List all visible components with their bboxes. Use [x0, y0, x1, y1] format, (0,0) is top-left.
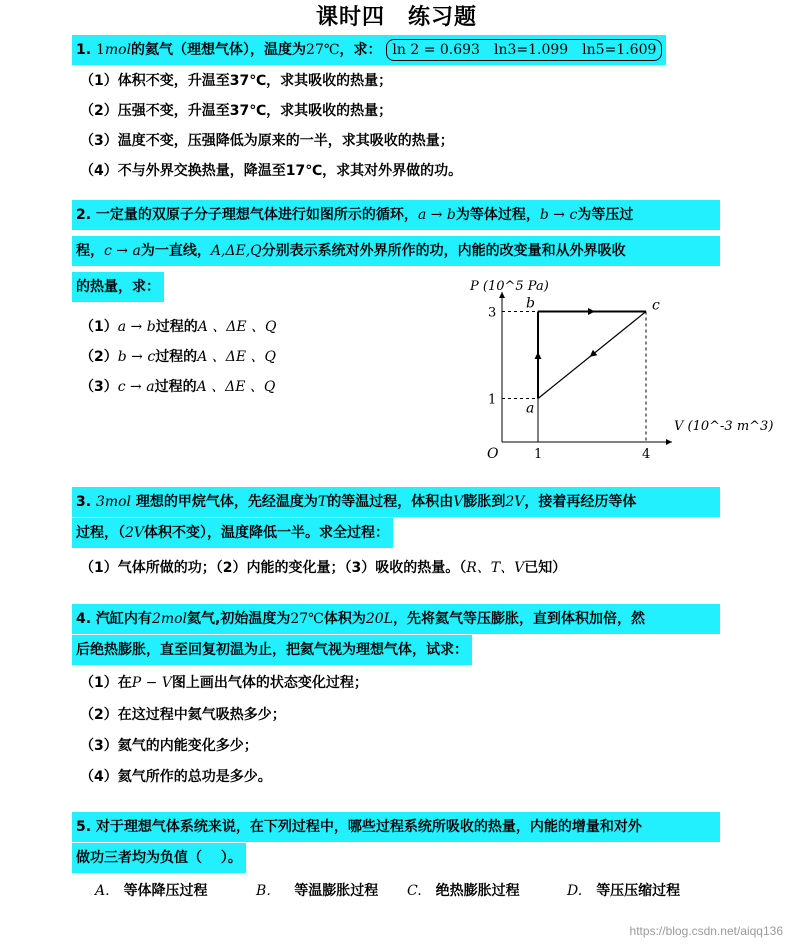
q3-line1-b: 理想的甲烷气体，先经温度为 — [135, 494, 318, 510]
q2-sub-3-vals: A 、ΔE 、Q — [196, 379, 276, 395]
q3-sub-end: 已知） — [524, 560, 567, 576]
q3-sub-text: （1）气体所做的功；（2）内能的变化量；（3）吸收的热量。（ — [80, 560, 467, 576]
q5-option-a-text: 等体降压过程 — [123, 883, 208, 899]
q1-sub-1-label: （1） — [80, 73, 118, 89]
q4-line-1 — [72, 604, 720, 634]
q5-line-2: 做功三者均为负值（ ）。 — [72, 843, 246, 873]
q3-line2-v: 2V — [125, 525, 145, 541]
q1-unit: mol — [104, 42, 132, 58]
q3-line2-a: 过程，（ — [76, 525, 125, 541]
q2-line2-c: 分别表示系统对外界所作的功，内能的改变量和从外界吸收 — [261, 243, 626, 259]
q5-option-d-text: 等压压缩过程 — [596, 883, 681, 899]
q4-sub1-pv: P − V — [131, 675, 172, 691]
q5-line-1: 5. 对于理想气体系统来说，在下列过程中，哪些过程系统所吸收的热量，内能的增量和对外 — [72, 812, 720, 842]
x-tick-1: 1 — [534, 447, 543, 462]
q3-sub — [80, 557, 566, 577]
q5-option-c-letter: C. — [407, 883, 422, 899]
q2-ab: a → b — [417, 207, 456, 223]
q5-option-a — [95, 880, 208, 900]
q4-sub-1 — [80, 672, 368, 692]
q4-qty: 2mol — [151, 611, 188, 627]
q4-vol: 20L — [365, 611, 393, 627]
q2-line2-a: 程， — [76, 243, 104, 259]
arrow-a-b — [535, 352, 542, 359]
y-tick-1: 1 — [488, 392, 497, 408]
q4-sub1-a: （1）在 — [80, 675, 132, 691]
q5-option-c — [407, 880, 520, 900]
q3-sub-vars: R、T、V — [466, 560, 525, 576]
q5-option-d-letter: D. — [567, 883, 583, 899]
q3-V: V — [453, 494, 464, 510]
q4-temp: 27℃ — [290, 611, 324, 627]
q1-temp: 27℃ — [306, 42, 340, 58]
q2-sub-1-mid: 过程的 — [155, 319, 198, 335]
q3-line1-c: 的等温过程，体积由 — [327, 494, 454, 510]
q2-ca: c → a — [104, 243, 141, 259]
q2-line1-a: 2. 一定量的双原子分子理想气体进行如图所示的循环， — [76, 207, 418, 223]
q2-line2-b: 为一直线， — [140, 243, 211, 259]
q2-sub-2-label: （2） — [80, 349, 118, 365]
q2-line-3: 的热量，求： — [72, 272, 164, 302]
q1-sub-2-text: 压强不变，升温至37℃，求其吸收的热量； — [117, 103, 393, 119]
q2-sub-3-label: （3） — [80, 379, 118, 395]
q3-V2: 2V — [505, 494, 525, 510]
q3-T: T — [317, 494, 328, 510]
q2-sub-2-mid: 过程的 — [155, 349, 198, 365]
q4-sub-2: （2）在这过程中氦气吸热多少； — [80, 707, 286, 723]
q4-sub-3: （3）氦气的内能变化多少； — [80, 738, 258, 754]
q4-line1-b: 氦气,初始温度为 — [187, 611, 291, 627]
q1-sub-4 — [80, 160, 462, 180]
point-label-a: a — [526, 400, 535, 417]
q1-sub-2 — [80, 100, 392, 120]
q2-sub-3 — [80, 376, 275, 396]
q5-option-c-text: 绝热膨胀过程 — [435, 883, 520, 899]
q3-line1-e: ，接着再经历等体 — [524, 494, 637, 510]
q1-sub-1-text: 体积不变，升温至37℃，求其吸收的热量； — [117, 73, 393, 89]
q3-line1-a: 3. — [76, 494, 92, 510]
q1-sub-4-label: （4） — [80, 163, 118, 179]
q2-vars: A,ΔE,Q — [210, 243, 262, 259]
q2-sub-1-vals: A 、ΔE 、Q — [197, 319, 277, 335]
q1-sub-3-label: （3） — [80, 133, 118, 149]
q1-text-b: ，求： — [339, 42, 382, 58]
q1-number: 1. — [76, 42, 92, 58]
q2-sub-2-vals: A 、ΔE 、Q — [197, 349, 277, 365]
y-axis-label: P (10^5 Pa) — [470, 279, 549, 294]
arrow-b-c — [588, 308, 595, 315]
q4-sub-4: （4）氦气所作的总功是多少。 — [80, 769, 272, 785]
q5-option-b-letter: B． — [256, 883, 281, 899]
q2-sub-3-proc: c → a — [117, 379, 155, 395]
q2-line1-b: 为等体过程， — [455, 207, 540, 223]
q2-sub-2-proc: b → c — [117, 349, 156, 365]
q4-line-2: 后绝热膨胀，直至回复初温为止，把氦气视为理想气体，试求： — [72, 635, 472, 665]
q2-sub-1-proc: a → b — [117, 319, 156, 335]
x-tick-4: 4 — [642, 447, 651, 462]
q2-sub-1-label: （1） — [80, 319, 118, 335]
q1-qty: 1 — [95, 42, 105, 58]
watermark: https://blog.csdn.net/aiqq136 — [629, 924, 783, 938]
q3-qty: 3mol — [95, 494, 132, 510]
q4-line1-a: 4. 汽缸内有 — [76, 611, 152, 627]
q2-sub-1 — [80, 316, 277, 336]
page-title: 课时四 练习题 — [315, 5, 477, 30]
y-tick-3: 3 — [488, 305, 497, 321]
q5-option-b-text: 等温膨胀过程 — [294, 883, 379, 899]
x-axis-label: V (10^-3 m^3) — [674, 419, 774, 434]
q2-sub-3-mid: 过程的 — [154, 379, 197, 395]
point-label-c: c — [652, 297, 660, 314]
q3-line1-d: 膨胀到 — [463, 494, 506, 510]
pv-cycle-chart — [460, 270, 774, 470]
q3-line-1 — [72, 487, 720, 517]
q1-sub-3 — [80, 130, 454, 150]
q2-line-2 — [72, 236, 720, 266]
q2-line1-c: 为等压过 — [577, 207, 634, 223]
q4-line1-d: ，先将氦气等压膨胀，直到体积加倍，然 — [392, 611, 645, 627]
q1-ln-values: ln 2 = 0.693 ln3=1.099 ln5=1.609 — [386, 39, 662, 61]
origin-label: O — [487, 446, 499, 462]
q1-header — [72, 35, 666, 65]
q2-line-1 — [72, 200, 720, 230]
arrow-c-a — [590, 350, 598, 357]
q5-option-d — [567, 880, 680, 900]
q1-sub-4-text: 不与外界交换热量，降温至17℃，求其对外界做的功。 — [117, 163, 463, 179]
q3-line2-b: 体积不变），温度降低一半。求全过程： — [144, 525, 390, 541]
q4-line1-c: 体积为 — [323, 611, 366, 627]
q2-sub-2 — [80, 346, 276, 366]
q4-sub1-b: 图上画出气体的状态变化过程； — [171, 675, 368, 691]
q1-sub-3-text: 温度不变，压强降低为原来的一半，求其吸收的热量； — [117, 133, 454, 149]
point-label-b: b — [526, 295, 535, 312]
q5-option-a-letter: A. — [95, 883, 110, 899]
q5-option-b — [256, 880, 378, 900]
q1-text-a: 的氦气（理想气体），温度为 — [131, 42, 307, 58]
q1-sub-2-label: （2） — [80, 103, 118, 119]
q3-line-2 — [72, 518, 393, 548]
q1-sub-1 — [80, 70, 392, 90]
q2-bc: b → c — [539, 207, 578, 223]
